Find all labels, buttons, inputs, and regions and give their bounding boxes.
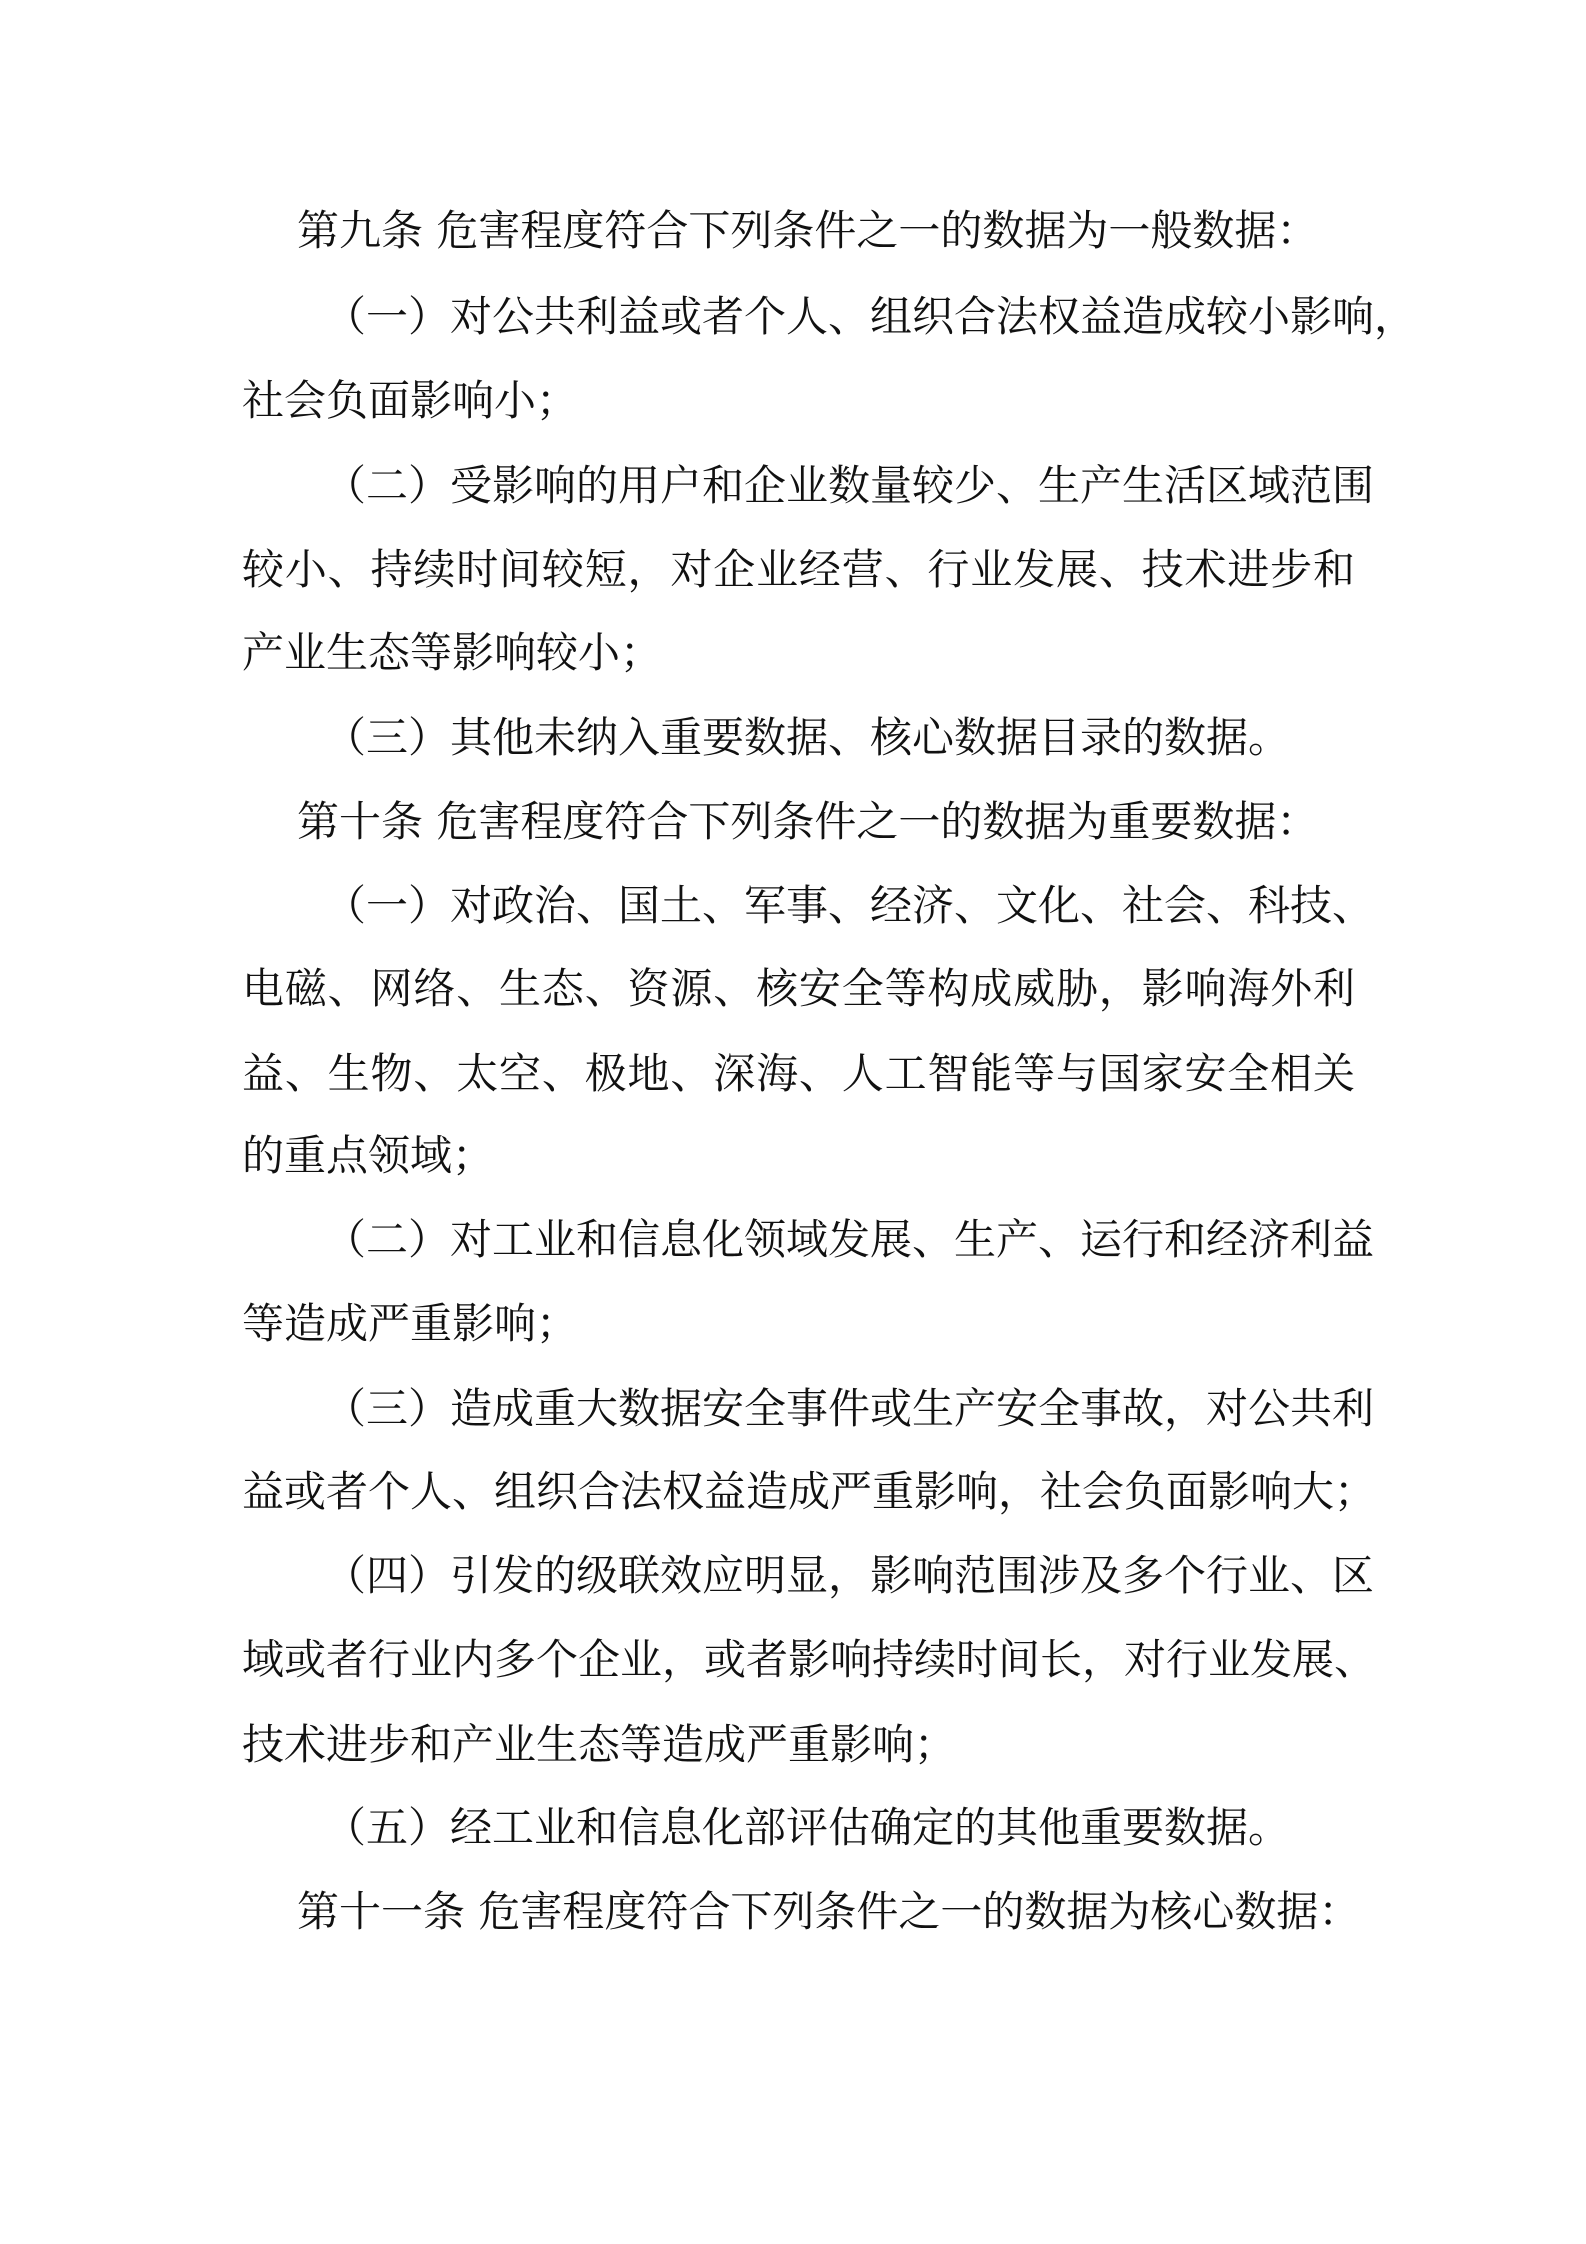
article-10-item-3-line: 益或者个人、组织合法权益造成严重影响，社会负面影响大； <box>242 1467 1377 1516</box>
article-9-item-2-line: 产业生态等影响较小； <box>242 628 663 677</box>
article-10-item-4-line: 域或者行业内多个企业，或者影响持续时间长，对行业发展、 <box>242 1635 1377 1684</box>
article-9-item-2-line: 较小、持续时间较短，对企业经营、行业发展、技术进步和 <box>242 545 1355 594</box>
article-9-item-2-line: （二）受影响的用户和企业数量较少、生产生活区域范围 <box>324 461 1375 510</box>
article-10-item-1-line: 的重点领域； <box>242 1131 495 1180</box>
article-10-item-4-line: （四）引发的级联效应明显，影响范围涉及多个行业、区 <box>324 1551 1375 1600</box>
article-9-item-1-line: （一）对公共利益或者个人、组织合法权益造成较小影响， <box>324 292 1417 341</box>
article-10-item-5-line: （五）经工业和信息化部评估确定的其他重要数据。 <box>324 1803 1291 1852</box>
article-11-heading: 第十一条 危害程度符合下列条件之一的数据为核心数据： <box>297 1887 1361 1936</box>
article-10-item-2-line: 等造成严重影响； <box>242 1299 579 1348</box>
article-10-item-4-line: 技术进步和产业生态等造成严重影响； <box>242 1720 957 1769</box>
article-10-item-1-line: 电磁、网络、生态、资源、核安全等构成威胁，影响海外利 <box>242 964 1355 1013</box>
article-10-item-1-line: （一）对政治、国土、军事、经济、文化、社会、科技、 <box>324 881 1375 930</box>
article-9-item-1-line: 社会负面影响小； <box>242 376 579 425</box>
article-10-item-3-line: （三）造成重大数据安全事件或生产安全事故，对公共利 <box>324 1384 1375 1433</box>
article-9-item-3-line: （三）其他未纳入重要数据、核心数据目录的数据。 <box>324 713 1291 762</box>
article-9-heading: 第九条 危害程度符合下列条件之一的数据为一般数据： <box>297 206 1319 255</box>
article-10-item-1-line: 益、生物、太空、极地、深海、人工智能等与国家安全相关 <box>242 1049 1355 1098</box>
article-10-heading: 第十条 危害程度符合下列条件之一的数据为重要数据： <box>297 797 1319 846</box>
article-10-item-2-line: （二）对工业和信息化领域发展、生产、运行和经济利益 <box>324 1215 1375 1264</box>
